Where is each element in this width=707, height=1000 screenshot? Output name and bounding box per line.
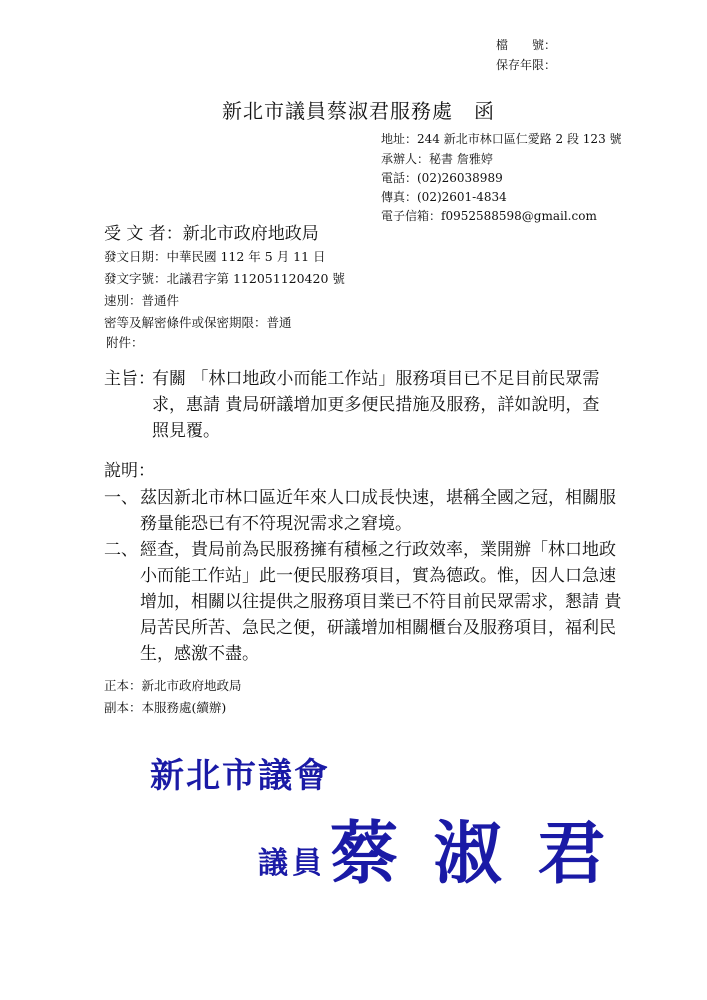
file-number-label: 檔 號：	[496, 38, 557, 52]
recipient-line: 受 文 者：新北市政府地政局	[104, 224, 319, 244]
fax-line: 傳真：(02)2601-4834	[381, 190, 507, 204]
item-line: 小而能工作站」此一便民服務項目，實為德政。惟，因人口急速	[140, 566, 616, 586]
original-recipient-line: 正本：新北市政府地政局	[104, 678, 242, 693]
email-line: 電子信箱：f0952588598@gmail.com	[381, 209, 597, 223]
councilor-name-stamp: 蔡 淑 君	[330, 814, 612, 894]
subject-line: 求，惠請 貴局研議增加更多便民措施及服務，詳如說明，查	[152, 395, 600, 415]
explanation-label: 說明：	[104, 461, 155, 481]
attachment-line: 附件：	[106, 335, 144, 350]
secrecy-line: 密等及解密條件或保密期限：普通	[104, 315, 292, 330]
item-line: 生，感激不盡。	[140, 644, 259, 664]
handler-line: 承辦人：秘書 詹雅婷	[381, 152, 493, 166]
item-number: 二、	[104, 540, 138, 560]
subject-label: 主旨：	[104, 369, 155, 389]
phone-line: 電話：(02)26038989	[381, 171, 503, 185]
subject-line: 有關 「林口地政小而能工作站」服務項目已不足目前民眾需	[152, 369, 600, 389]
speed-line: 速別：普通件	[104, 293, 180, 308]
item-line: 務量能恐已有不符現況需求之窘境。	[140, 514, 412, 534]
date-line: 發文日期：中華民國 112 年 5 月 11 日	[104, 249, 326, 264]
subject-line: 照見覆。	[152, 421, 220, 441]
retention-label: 保存年限：	[496, 58, 557, 72]
item-number: 一、	[104, 488, 138, 508]
item-line: 茲因新北市林口區近年來人口成長快速，堪稱全國之冠，相關服	[140, 488, 616, 508]
copy-recipient-line: 副本：本服務處(續辦)	[104, 700, 227, 715]
address-line: 地址：244 新北市林口區仁愛路 2 段 123 號	[381, 132, 622, 146]
item-line: 增加，相關以往提供之服務項目業已不符目前民眾需求，懇請 貴	[140, 592, 622, 612]
item-line: 經查，貴局前為民服務擁有積極之行政效率，業開辦「林口地政	[140, 540, 616, 560]
doc-number-line: 發文字號：北議君字第 112051120420 號	[104, 271, 345, 286]
council-stamp: 新北市議會	[150, 756, 330, 796]
document-title: 新北市議員蔡淑君服務處 函	[222, 99, 495, 123]
councilor-title-stamp: 議員	[258, 846, 326, 881]
item-line: 局苦民所苦、急民之便，研議增加相關櫃台及服務項目，福利民	[140, 618, 616, 638]
